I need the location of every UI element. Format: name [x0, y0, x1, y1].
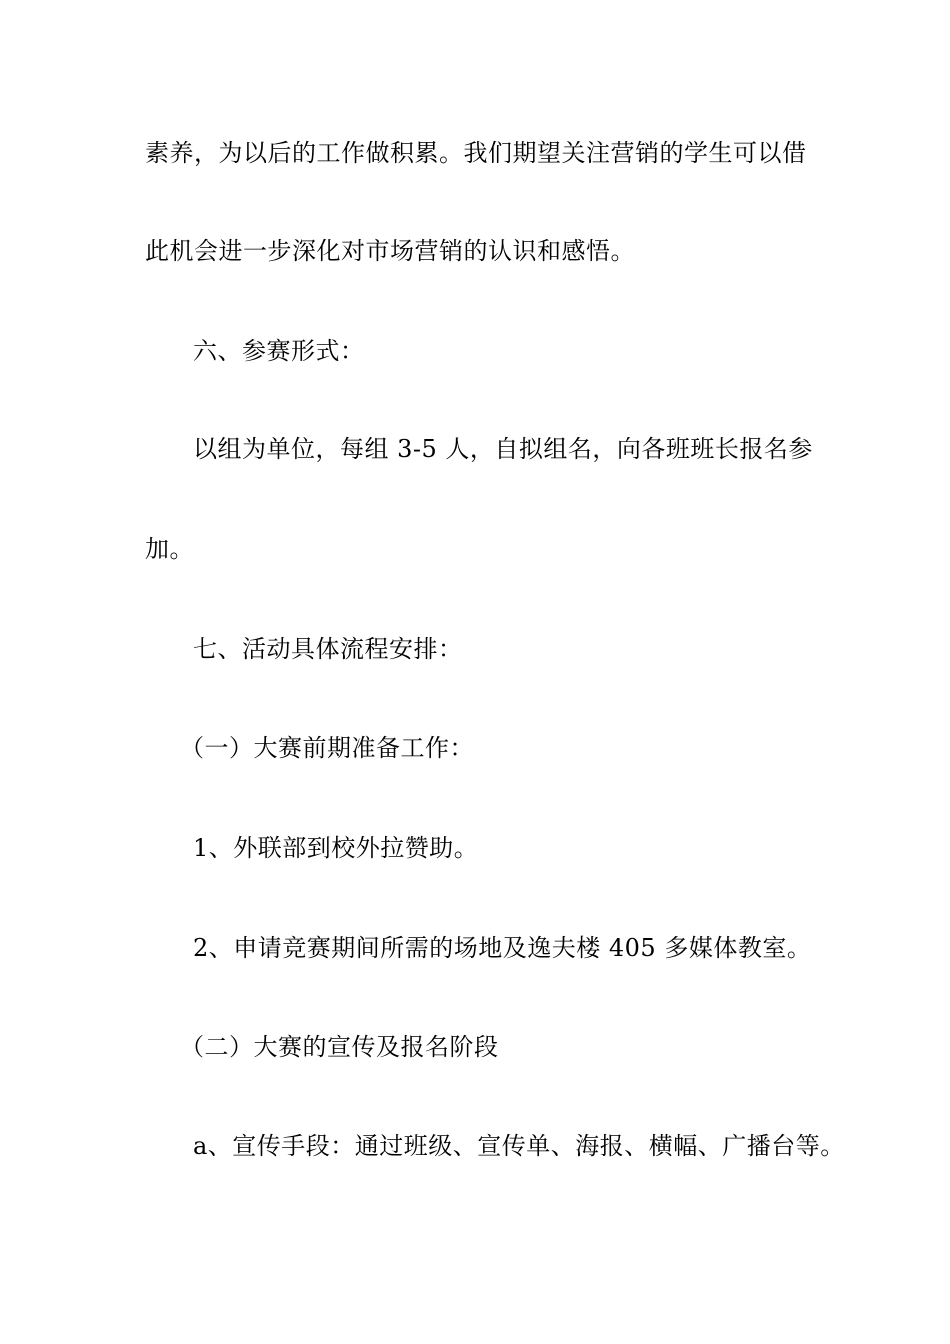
paragraph-line: 此机会进一步深化对市场营销的认识和感悟。	[145, 237, 635, 265]
list-item: 1、外联部到校外拉赞助。	[193, 834, 479, 862]
list-item: a、宣传手段：通过班级、宣传单、海报、横幅、广播台等。	[193, 1132, 845, 1160]
subsection-heading: （一）大赛前期准备工作：	[180, 734, 474, 762]
subsection-heading: （二）大赛的宣传及报名阶段	[180, 1033, 499, 1061]
paragraph-line: 素养，为以后的工作做积累。我们期望关注营销的学生可以借	[145, 139, 807, 167]
list-item: 2、申请竞赛期间所需的场地及逸夫楼 405 多媒体教室。	[193, 934, 812, 962]
section-heading: 六、参赛形式：	[193, 337, 365, 365]
paragraph-line: 加。	[145, 535, 194, 563]
paragraph-line: 以组为单位，每组 3-5 人，自拟组名，向各班班长报名参	[193, 435, 813, 463]
section-heading: 七、活动具体流程安排：	[193, 635, 463, 663]
